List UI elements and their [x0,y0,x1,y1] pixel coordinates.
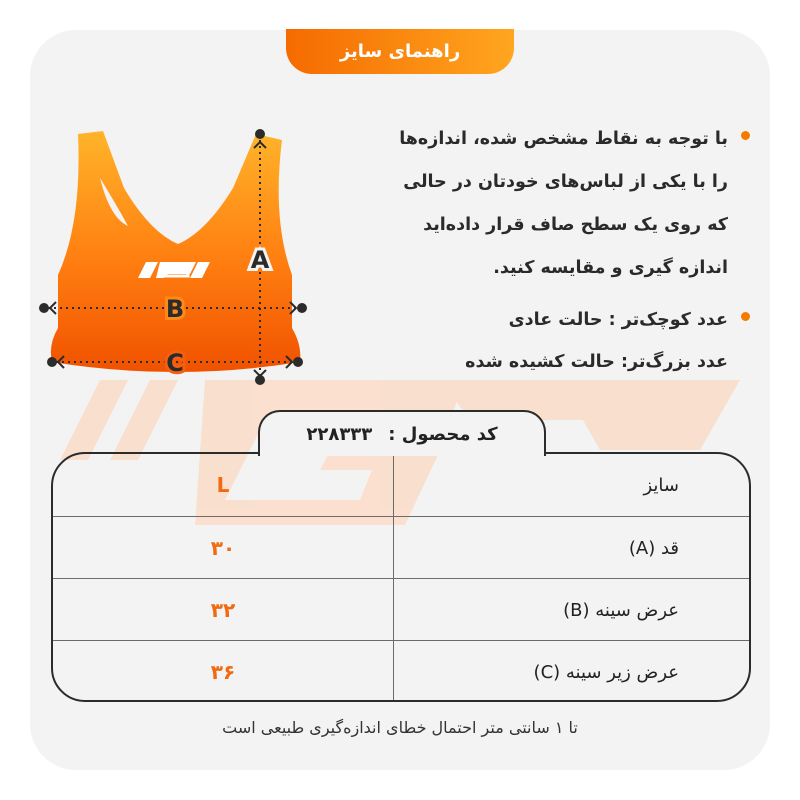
measure-value: ۳۶ [210,660,236,684]
product-code-tab [258,410,546,456]
table-row [53,640,749,702]
measure-value: ۳۲ [210,598,236,622]
measure-name: عرض زیر سینه (C) [533,661,679,683]
size-value-header: L [216,473,230,497]
measure-label-a: A [250,246,270,274]
instruction-line: که روی یک سطح صاف قرار داده‌اید [423,215,728,235]
instruction-line: را با یکی از لباس‌های خودتان در حالی [403,172,728,192]
measure-label-c: C [166,349,184,377]
measure-name: قد (A) [628,537,679,559]
instruction-line: عدد کوچک‌تر : حالت عادی [508,310,728,330]
brand-logo-icon [138,262,210,278]
table-divider [393,454,394,700]
measurement-error-note: تا ۱ سانتی متر احتمال خطای اندازه‌گیری طبیعی است [222,718,578,737]
table-header-row [53,454,749,516]
instruction-line: با توجه به نقاط مشخص شده، اندازه‌ها [399,129,728,149]
measure-value: ۳۰ [210,536,236,560]
instruction-line: عدد بزرگ‌تر: حالت کشیده شده [465,352,728,372]
product-code-value: ۲۲۸۳۳۳ [306,423,373,445]
table-row [53,516,749,579]
measure-name: عرض سینه (B) [563,599,679,621]
page-title: راهنمای سایز [286,29,514,74]
size-table [51,452,751,702]
measure-label-b: B [165,295,185,323]
instruction-line: اندازه گیری و مقایسه کنید. [493,258,728,278]
product-code-label: کد محصول : [388,423,498,445]
size-column-header: سایز [643,474,679,496]
table-row [53,578,749,641]
